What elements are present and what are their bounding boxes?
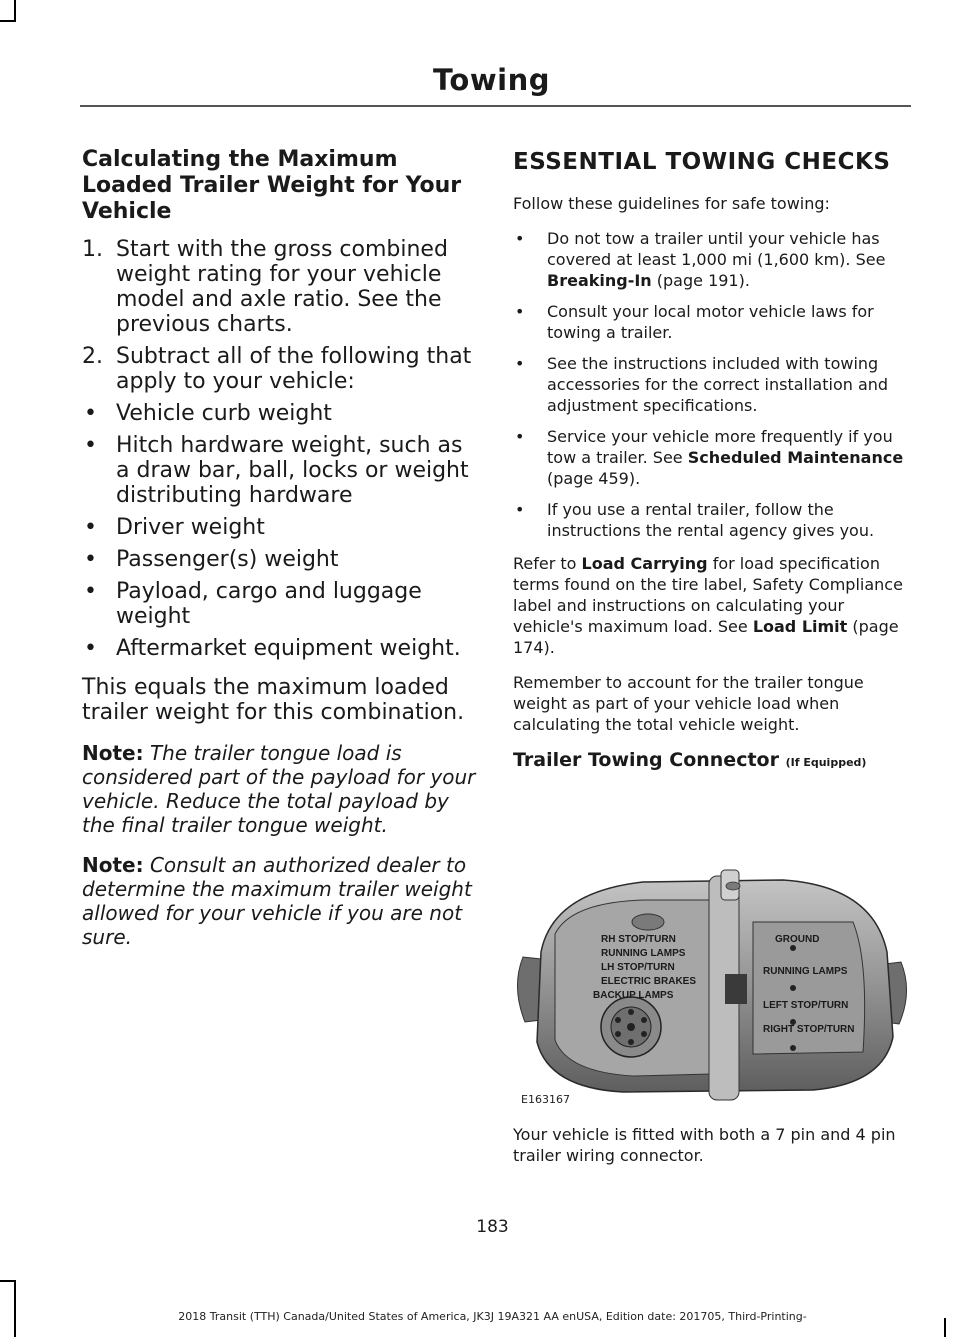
figure-caption: Your vehicle is fitted with both a 7 pin and 4 pin trailer wiring connector. xyxy=(513,1125,896,1165)
crop-mark xyxy=(0,1280,16,1282)
list-item xyxy=(82,433,477,508)
bullet-text: Hitch hardware weight, such as a draw bar, ball, locks or weight distributing hardware xyxy=(116,433,469,508)
step-number: 1. xyxy=(82,237,103,262)
bullet-text: Driver weight xyxy=(116,515,265,540)
list-item xyxy=(82,515,477,540)
crop-mark xyxy=(0,20,16,22)
list-item xyxy=(82,344,477,394)
cross-reference-link[interactable]: Load Limit xyxy=(752,617,848,636)
list-item xyxy=(82,636,477,661)
pin-label: GROUND xyxy=(775,934,820,945)
cross-reference-link[interactable]: Load Carrying xyxy=(581,554,708,573)
list-item xyxy=(513,228,913,291)
figure-code: E163167 xyxy=(521,1093,570,1106)
section-title: Towing xyxy=(433,63,550,97)
pin-label: BACKUP LAMPS xyxy=(593,990,674,1001)
trailer-connector-illustration xyxy=(513,862,911,1110)
intro-paragraph: Follow these guidelines for safe towing: xyxy=(513,194,830,213)
bullet-text: See the instructions included with towing accessories for the correct installation and adjustment specifications. xyxy=(547,354,889,415)
paragraph-text: Refer to xyxy=(513,554,582,573)
connector-heading xyxy=(513,749,913,771)
cross-reference-link[interactable]: Scheduled Maintenance xyxy=(687,448,904,467)
bullet-text: Vehicle curb weight xyxy=(116,401,332,426)
paragraph-text: (page 174). xyxy=(513,617,899,657)
bullet-text: (page 191). xyxy=(651,271,750,290)
steps-list xyxy=(82,237,477,661)
pin-label: ELECTRIC BRAKES xyxy=(601,976,697,987)
checks-list xyxy=(513,228,913,541)
main-heading: ESSENTIAL TOWING CHECKS xyxy=(513,149,891,175)
list-item xyxy=(513,301,913,343)
pin-label: RUNNING LAMPS xyxy=(601,948,686,959)
note-label: Note: xyxy=(82,741,144,765)
bullet-marker: • xyxy=(84,401,97,426)
page-number: 183 xyxy=(476,1217,509,1237)
note-paragraph xyxy=(82,853,477,949)
bullet-text: Passenger(s) weight xyxy=(116,547,339,572)
list-item xyxy=(82,401,477,426)
step-number: 2. xyxy=(82,344,103,369)
step-text: Subtract all of the following that apply to your vehicle: xyxy=(116,344,472,394)
list-item xyxy=(82,579,477,629)
pin-label: LEFT STOP/TURN xyxy=(763,1000,849,1011)
bullet-text: Aftermarket equipment weight. xyxy=(116,636,461,661)
right-column xyxy=(513,147,913,771)
list-item xyxy=(513,499,913,541)
bullet-marker: • xyxy=(84,547,97,572)
bullet-text: Do not tow a trailer until your vehicle has covered at least 1,000 mi (1,600 km). See xyxy=(547,229,886,269)
summary-paragraph: This equals the maximum loaded trailer weight for this combination. xyxy=(82,675,465,725)
step-text: Start with the gross combined weight rating for your vehicle model and axle ratio. See the previous charts. xyxy=(116,237,448,337)
bullet-text: Consult your local motor vehicle laws for towing a trailer. xyxy=(547,302,874,342)
list-item xyxy=(82,237,477,337)
crop-mark xyxy=(14,1280,16,1337)
bullet-marker: • xyxy=(84,515,97,540)
footer-text: 2018 Transit (TTH) Canada/United States of America, JK3J 19A321 AA enUSA, Edition date: 201705, Third-Printing- xyxy=(178,1310,807,1323)
subsection-heading: Calculating the Maximum Loaded Trailer Weight for Your Vehicle xyxy=(82,147,462,224)
crop-mark xyxy=(14,0,16,22)
bullet-text: Payload, cargo and luggage weight xyxy=(116,579,422,629)
list-item xyxy=(513,353,913,416)
left-column xyxy=(82,147,477,949)
note-paragraph xyxy=(82,741,477,837)
list-item xyxy=(82,547,477,572)
bullet-marker: • xyxy=(515,354,525,373)
pin-label: RIGHT STOP/TURN xyxy=(763,1024,855,1035)
bullet-marker: • xyxy=(515,500,525,519)
connector-drawing xyxy=(513,862,911,1110)
pin-label: RUNNING LAMPS xyxy=(763,966,848,977)
pin-label: RH STOP/TURN xyxy=(601,934,676,945)
bullet-marker: • xyxy=(515,229,525,248)
bullet-marker: • xyxy=(84,433,97,458)
ford-logo xyxy=(632,914,664,930)
tongue-weight-paragraph: Remember to account for the trailer tongue weight as part of your vehicle load when calculating the total vehicle weight. xyxy=(513,673,864,734)
bullet-text: (page 459). xyxy=(547,469,641,488)
if-equipped-note: (If Equipped) xyxy=(785,756,867,769)
bullet-marker: • xyxy=(515,427,525,446)
cross-reference-link[interactable]: Breaking-In xyxy=(547,271,652,290)
load-carrying-paragraph xyxy=(513,553,913,658)
note-text: The trailer tongue load is considered part of the payload for your vehicle. Reduce the total payload by the final trailer tongue weight. xyxy=(82,741,476,837)
bullet-marker: • xyxy=(515,302,525,321)
note-text: Consult an authorized dealer to determine the maximum trailer weight allowed for your vehicle if you are not sure. xyxy=(82,853,472,949)
ford-logo xyxy=(726,882,740,890)
paragraph-text: for load specification terms found on the tire label, Safety Compliance label and instructions on calculating your vehicle's maximum load. See xyxy=(513,554,903,636)
connector-heading-text: Trailer Towing Connector xyxy=(513,749,779,771)
bullet-marker: • xyxy=(84,636,97,661)
bullet-marker: • xyxy=(84,579,97,604)
pin-label: LH STOP/TURN xyxy=(601,962,675,973)
bullet-text: Service your vehicle more frequently if you tow a trailer. See xyxy=(547,427,893,467)
note-label: Note: xyxy=(82,853,144,877)
header-rule xyxy=(80,105,911,107)
bullet-text: If you use a rental trailer, follow the instructions the rental agency gives you. xyxy=(547,500,875,540)
list-item xyxy=(513,426,913,489)
